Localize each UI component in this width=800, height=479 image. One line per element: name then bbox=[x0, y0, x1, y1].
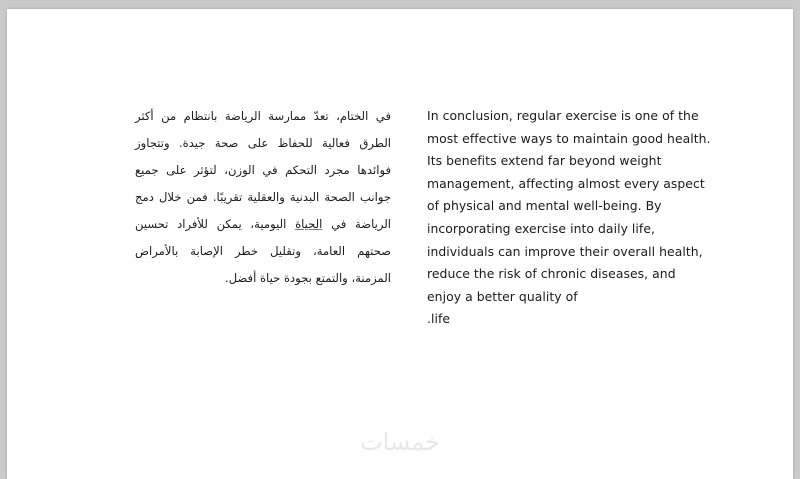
watermark-logo: خمسات bbox=[359, 428, 441, 456]
arabic-paragraph bbox=[135, 103, 391, 292]
arabic-text-part-1: في الختام، تعدّ ممارسة الرياضة بانتظام من أكثر الطرق فعالية للحفاظ على صحة جيدة. وتتجاوز فوائدها مجرد التحكم في الوزن، لتؤثر على جميع جوانب الصحة البدنية والعقلية تقريبًا. فمن خلال دمج الرياضة في bbox=[135, 109, 391, 231]
english-text-last-line: .life bbox=[427, 311, 451, 327]
english-text-main: In conclusion, regular exercise is one of the most effective ways to maintain good health. Its benefits extend far beyond weight management, affecting almost every aspect of physical and mental well-being. By incorporating exercise into daily life, individuals can improve their overall health, reduce the risk of chronic diseases, and enjoy a better quality of bbox=[427, 108, 711, 304]
arabic-text-part-2: اليومية، يمكن للأفراد تحسين صحتهم العامة، وتقليل خطر الإصابة بالأمراض المزمنة، والتمتع بجودة حياة أفضل. bbox=[135, 217, 391, 285]
arabic-underlined-word: الحياة bbox=[295, 217, 323, 231]
document-page bbox=[7, 9, 793, 479]
english-paragraph bbox=[427, 105, 712, 331]
